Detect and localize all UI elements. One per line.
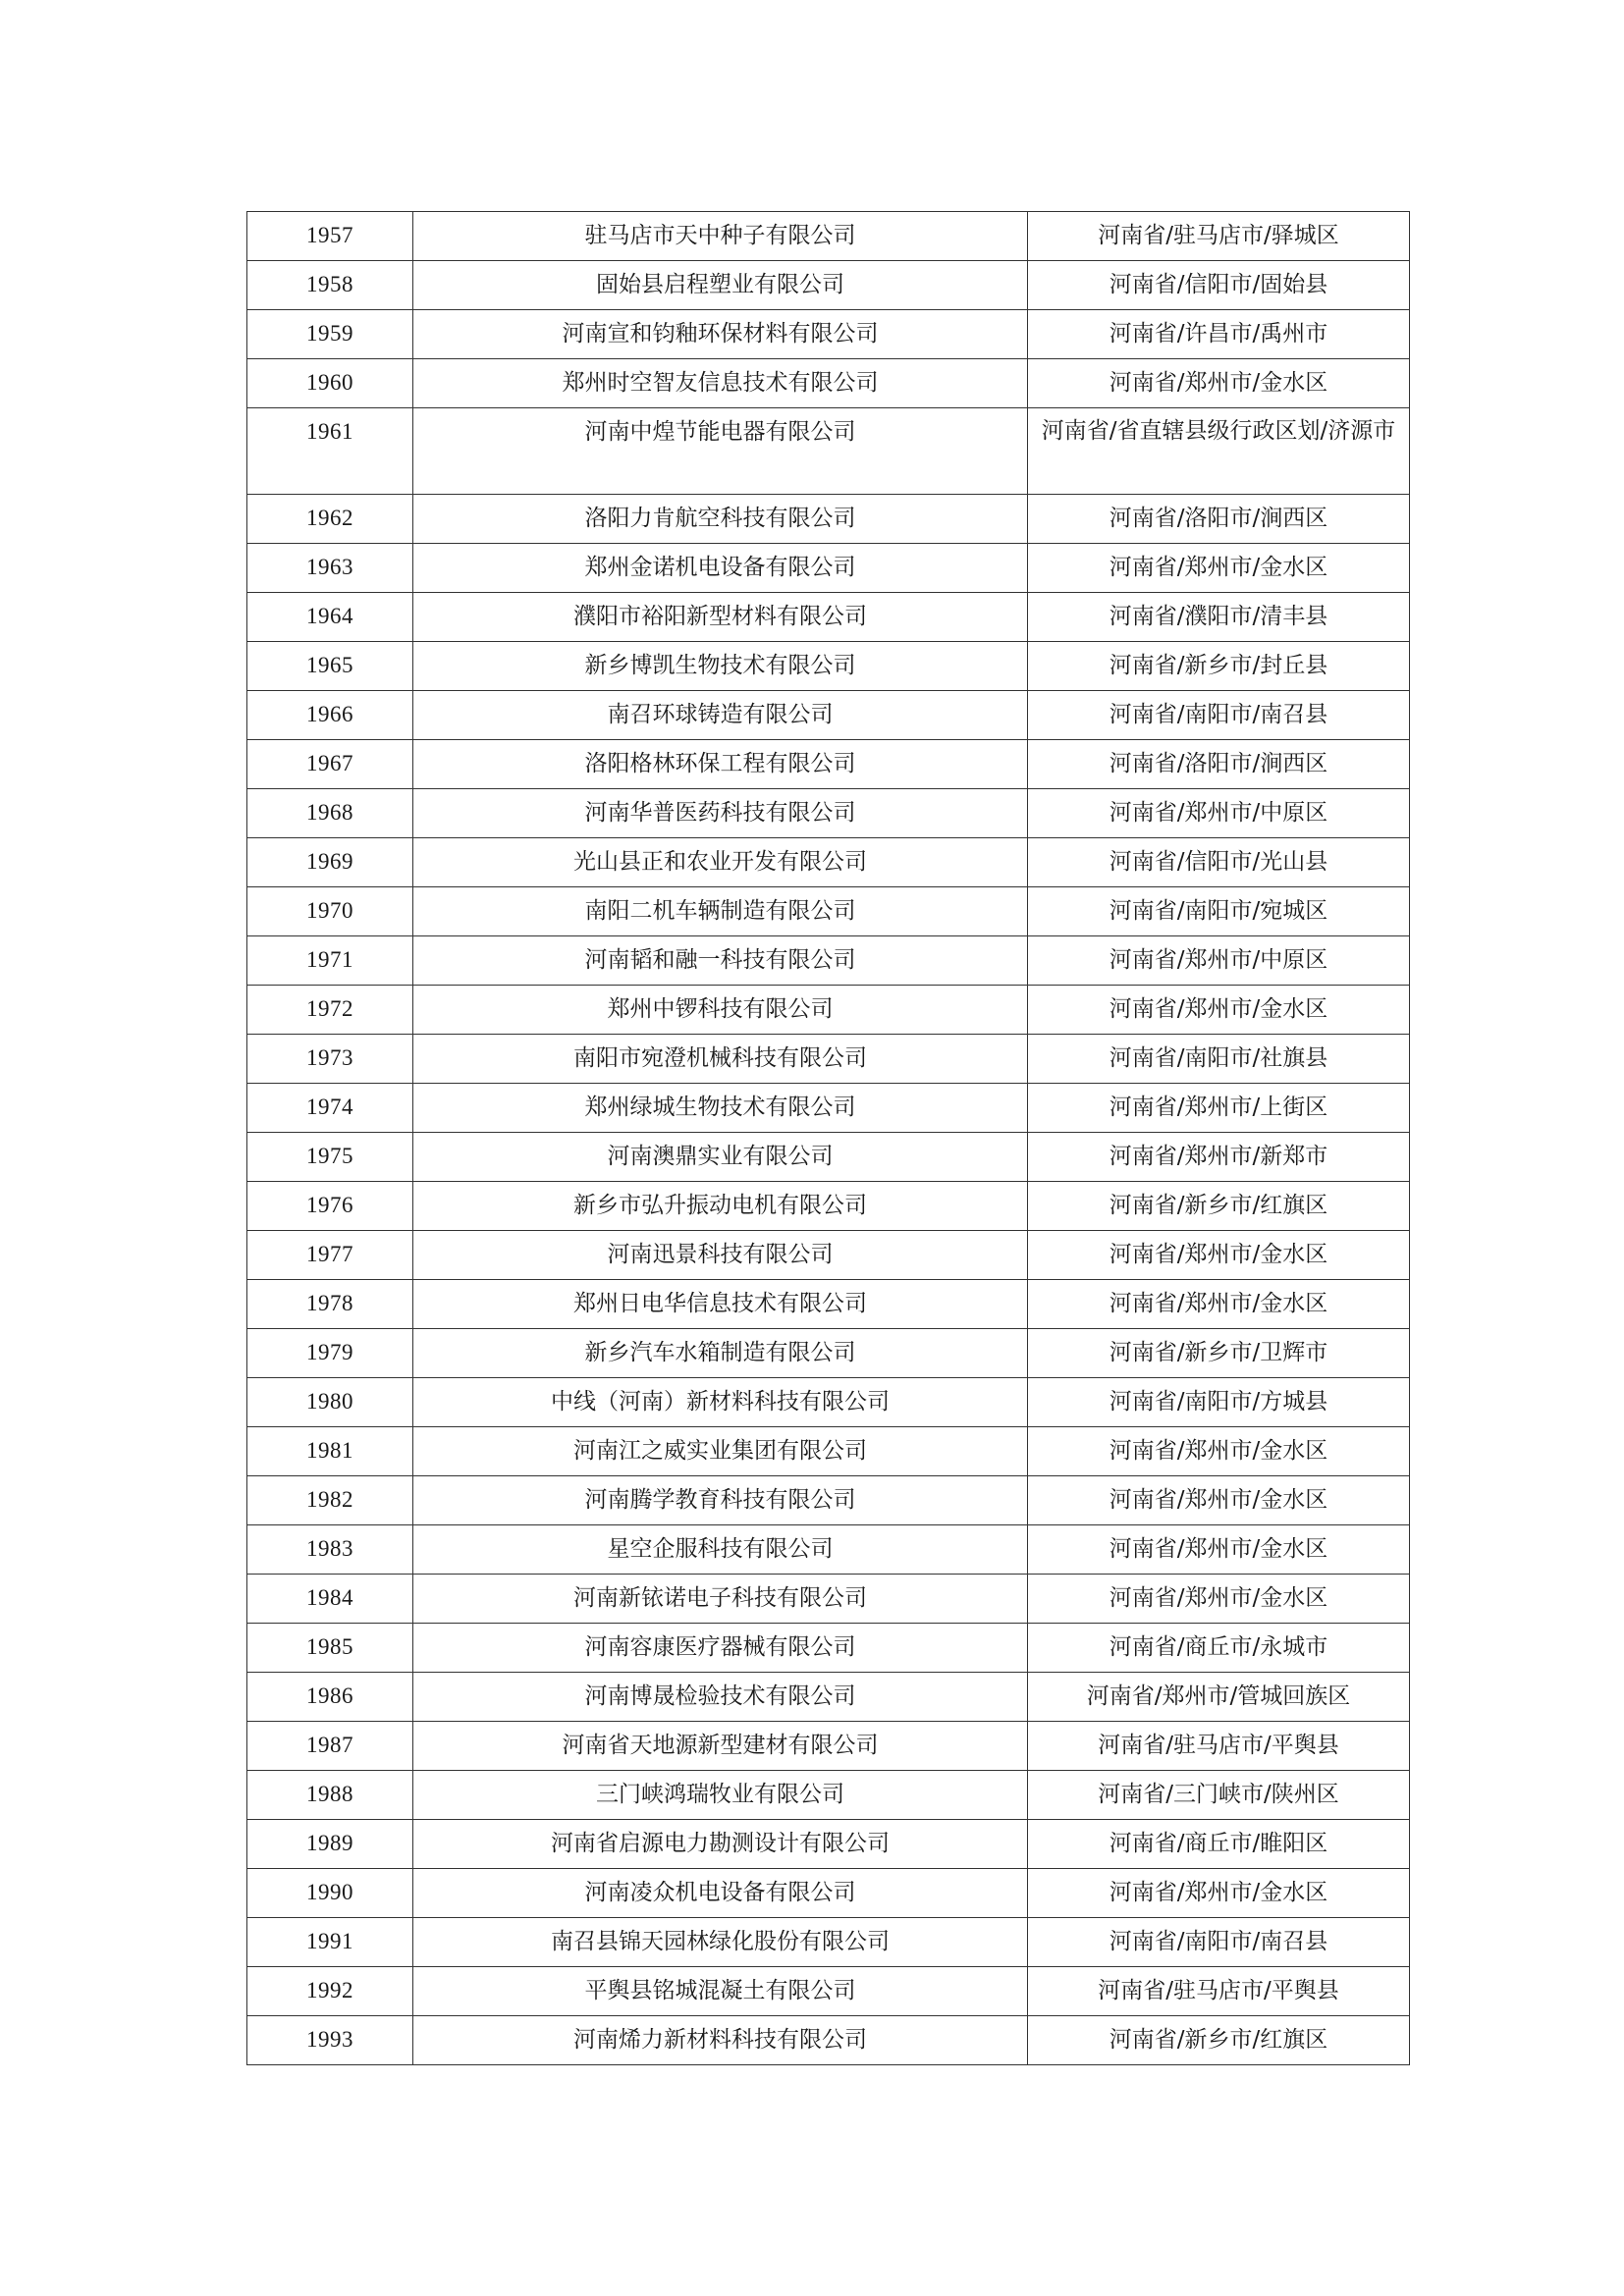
company-name: 河南容康医疗器械有限公司	[413, 1624, 1028, 1673]
company-region: 河南省/驻马店市/平舆县	[1028, 1722, 1410, 1771]
company-region: 河南省/省直辖县级行政区划/济源市	[1028, 408, 1410, 495]
company-region: 河南省/郑州市/上街区	[1028, 1084, 1410, 1133]
company-name: 郑州金诺机电设备有限公司	[413, 544, 1028, 593]
table-row	[247, 1918, 1410, 1967]
table-row	[247, 1869, 1410, 1918]
company-region: 河南省/南阳市/南召县	[1028, 691, 1410, 740]
table-row	[247, 986, 1410, 1035]
table-row	[247, 642, 1410, 691]
company-region: 河南省/郑州市/金水区	[1028, 1525, 1410, 1575]
table-row	[247, 1967, 1410, 2016]
company-name: 河南省启源电力勘测设计有限公司	[413, 1820, 1028, 1869]
company-name: 郑州日电华信息技术有限公司	[413, 1280, 1028, 1329]
company-region: 河南省/濮阳市/清丰县	[1028, 593, 1410, 642]
table-row	[247, 212, 1410, 261]
row-number: 1985	[247, 1624, 413, 1673]
company-name: 河南江之威实业集团有限公司	[413, 1427, 1028, 1476]
table-row	[247, 495, 1410, 544]
company-region: 河南省/南阳市/南召县	[1028, 1918, 1410, 1967]
company-name: 郑州时空智友信息技术有限公司	[413, 359, 1028, 408]
table-row	[247, 1133, 1410, 1182]
table-row	[247, 1575, 1410, 1624]
company-region: 河南省/驻马店市/平舆县	[1028, 1967, 1410, 2016]
row-number: 1958	[247, 261, 413, 310]
company-region: 河南省/洛阳市/涧西区	[1028, 740, 1410, 789]
company-region: 河南省/新乡市/封丘县	[1028, 642, 1410, 691]
row-number: 1991	[247, 1918, 413, 1967]
company-region: 河南省/新乡市/卫辉市	[1028, 1329, 1410, 1378]
row-number: 1961	[247, 408, 413, 495]
company-region: 河南省/许昌市/禹州市	[1028, 310, 1410, 359]
row-number: 1977	[247, 1231, 413, 1280]
company-region: 河南省/南阳市/方城县	[1028, 1378, 1410, 1427]
row-number: 1974	[247, 1084, 413, 1133]
company-name: 洛阳格林环保工程有限公司	[413, 740, 1028, 789]
table-row	[247, 936, 1410, 986]
company-name: 河南省天地源新型建材有限公司	[413, 1722, 1028, 1771]
company-name: 南召环球铸造有限公司	[413, 691, 1028, 740]
company-region: 河南省/郑州市/管城回族区	[1028, 1673, 1410, 1722]
table-row	[247, 1035, 1410, 1084]
company-name: 河南烯力新材料科技有限公司	[413, 2016, 1028, 2065]
row-number: 1957	[247, 212, 413, 261]
company-name: 固始县启程塑业有限公司	[413, 261, 1028, 310]
company-region: 河南省/郑州市/金水区	[1028, 986, 1410, 1035]
table-row	[247, 1820, 1410, 1869]
company-name: 光山县正和农业开发有限公司	[413, 838, 1028, 887]
row-number: 1964	[247, 593, 413, 642]
company-name: 驻马店市天中种子有限公司	[413, 212, 1028, 261]
company-region: 河南省/郑州市/金水区	[1028, 1427, 1410, 1476]
company-name: 河南凌众机电设备有限公司	[413, 1869, 1028, 1918]
table-row	[247, 1525, 1410, 1575]
company-region: 河南省/郑州市/金水区	[1028, 359, 1410, 408]
table-row	[247, 838, 1410, 887]
table-row	[247, 1182, 1410, 1231]
company-name: 星空企服科技有限公司	[413, 1525, 1028, 1575]
row-number: 1979	[247, 1329, 413, 1378]
row-number: 1980	[247, 1378, 413, 1427]
row-number: 1970	[247, 887, 413, 936]
table-row	[247, 1624, 1410, 1673]
company-region: 河南省/洛阳市/涧西区	[1028, 495, 1410, 544]
table-row	[247, 789, 1410, 838]
row-number: 1982	[247, 1476, 413, 1525]
row-number: 1962	[247, 495, 413, 544]
row-number: 1965	[247, 642, 413, 691]
company-region: 河南省/信阳市/固始县	[1028, 261, 1410, 310]
company-region: 河南省/郑州市/金水区	[1028, 1231, 1410, 1280]
row-number: 1968	[247, 789, 413, 838]
row-number: 1973	[247, 1035, 413, 1084]
company-name: 河南中煌节能电器有限公司	[413, 408, 1028, 495]
company-region: 河南省/商丘市/睢阳区	[1028, 1820, 1410, 1869]
table-row	[247, 1231, 1410, 1280]
company-name: 河南华普医药科技有限公司	[413, 789, 1028, 838]
company-name: 河南迅景科技有限公司	[413, 1231, 1028, 1280]
company-name: 河南澳鼎实业有限公司	[413, 1133, 1028, 1182]
company-region: 河南省/郑州市/新郑市	[1028, 1133, 1410, 1182]
table-row	[247, 1329, 1410, 1378]
row-number: 1992	[247, 1967, 413, 2016]
row-number: 1975	[247, 1133, 413, 1182]
row-number: 1988	[247, 1771, 413, 1820]
company-name: 洛阳力肯航空科技有限公司	[413, 495, 1028, 544]
company-region: 河南省/信阳市/光山县	[1028, 838, 1410, 887]
table-row	[247, 1280, 1410, 1329]
company-name: 河南新铱诺电子科技有限公司	[413, 1575, 1028, 1624]
company-region: 河南省/郑州市/金水区	[1028, 1869, 1410, 1918]
row-number: 1969	[247, 838, 413, 887]
company-name: 三门峡鸿瑞牧业有限公司	[413, 1771, 1028, 1820]
company-region: 河南省/郑州市/金水区	[1028, 544, 1410, 593]
row-number: 1960	[247, 359, 413, 408]
company-region: 河南省/三门峡市/陕州区	[1028, 1771, 1410, 1820]
company-name: 平舆县铭城混凝土有限公司	[413, 1967, 1028, 2016]
row-number: 1983	[247, 1525, 413, 1575]
company-region: 河南省/驻马店市/驿城区	[1028, 212, 1410, 261]
table-row	[247, 1673, 1410, 1722]
company-name: 新乡汽车水箱制造有限公司	[413, 1329, 1028, 1378]
table-row	[247, 544, 1410, 593]
row-number: 1959	[247, 310, 413, 359]
row-number: 1967	[247, 740, 413, 789]
company-region: 河南省/郑州市/金水区	[1028, 1575, 1410, 1624]
company-name: 中线（河南）新材料科技有限公司	[413, 1378, 1028, 1427]
row-number: 1971	[247, 936, 413, 986]
company-region: 河南省/郑州市/中原区	[1028, 789, 1410, 838]
table-row	[247, 691, 1410, 740]
company-name: 河南韬和融一科技有限公司	[413, 936, 1028, 986]
table-row	[247, 1476, 1410, 1525]
table-body	[247, 212, 1410, 2065]
table-row	[247, 408, 1410, 495]
company-name: 新乡市弘升振动电机有限公司	[413, 1182, 1028, 1231]
company-region: 河南省/新乡市/红旗区	[1028, 1182, 1410, 1231]
row-number: 1963	[247, 544, 413, 593]
row-number: 1976	[247, 1182, 413, 1231]
table-row	[247, 593, 1410, 642]
company-list-table	[246, 211, 1410, 2065]
row-number: 1984	[247, 1575, 413, 1624]
table-row	[247, 261, 1410, 310]
table-row	[247, 1084, 1410, 1133]
table-row	[247, 1378, 1410, 1427]
company-name: 郑州绿城生物技术有限公司	[413, 1084, 1028, 1133]
table-row	[247, 1771, 1410, 1820]
row-number: 1990	[247, 1869, 413, 1918]
row-number: 1986	[247, 1673, 413, 1722]
table-row	[247, 310, 1410, 359]
row-number: 1993	[247, 2016, 413, 2065]
company-region: 河南省/新乡市/红旗区	[1028, 2016, 1410, 2065]
table-row	[247, 2016, 1410, 2065]
company-name: 新乡博凯生物技术有限公司	[413, 642, 1028, 691]
company-name: 河南博晟检验技术有限公司	[413, 1673, 1028, 1722]
company-name: 濮阳市裕阳新型材料有限公司	[413, 593, 1028, 642]
row-number: 1987	[247, 1722, 413, 1771]
row-number: 1978	[247, 1280, 413, 1329]
table-row	[247, 740, 1410, 789]
company-name: 南阳二机车辆制造有限公司	[413, 887, 1028, 936]
row-number: 1989	[247, 1820, 413, 1869]
company-region: 河南省/商丘市/永城市	[1028, 1624, 1410, 1673]
row-number: 1966	[247, 691, 413, 740]
company-region: 河南省/郑州市/金水区	[1028, 1280, 1410, 1329]
row-number: 1972	[247, 986, 413, 1035]
company-name: 南阳市宛澄机械科技有限公司	[413, 1035, 1028, 1084]
company-region: 河南省/郑州市/金水区	[1028, 1476, 1410, 1525]
table-row	[247, 1722, 1410, 1771]
table-row	[247, 887, 1410, 936]
table-row	[247, 359, 1410, 408]
company-name: 河南腾学教育科技有限公司	[413, 1476, 1028, 1525]
table-row	[247, 1427, 1410, 1476]
company-region: 河南省/郑州市/中原区	[1028, 936, 1410, 986]
company-region: 河南省/南阳市/宛城区	[1028, 887, 1410, 936]
company-region: 河南省/南阳市/社旗县	[1028, 1035, 1410, 1084]
company-name: 河南宣和钧釉环保材料有限公司	[413, 310, 1028, 359]
row-number: 1981	[247, 1427, 413, 1476]
company-name: 南召县锦天园林绿化股份有限公司	[413, 1918, 1028, 1967]
company-name: 郑州中锣科技有限公司	[413, 986, 1028, 1035]
